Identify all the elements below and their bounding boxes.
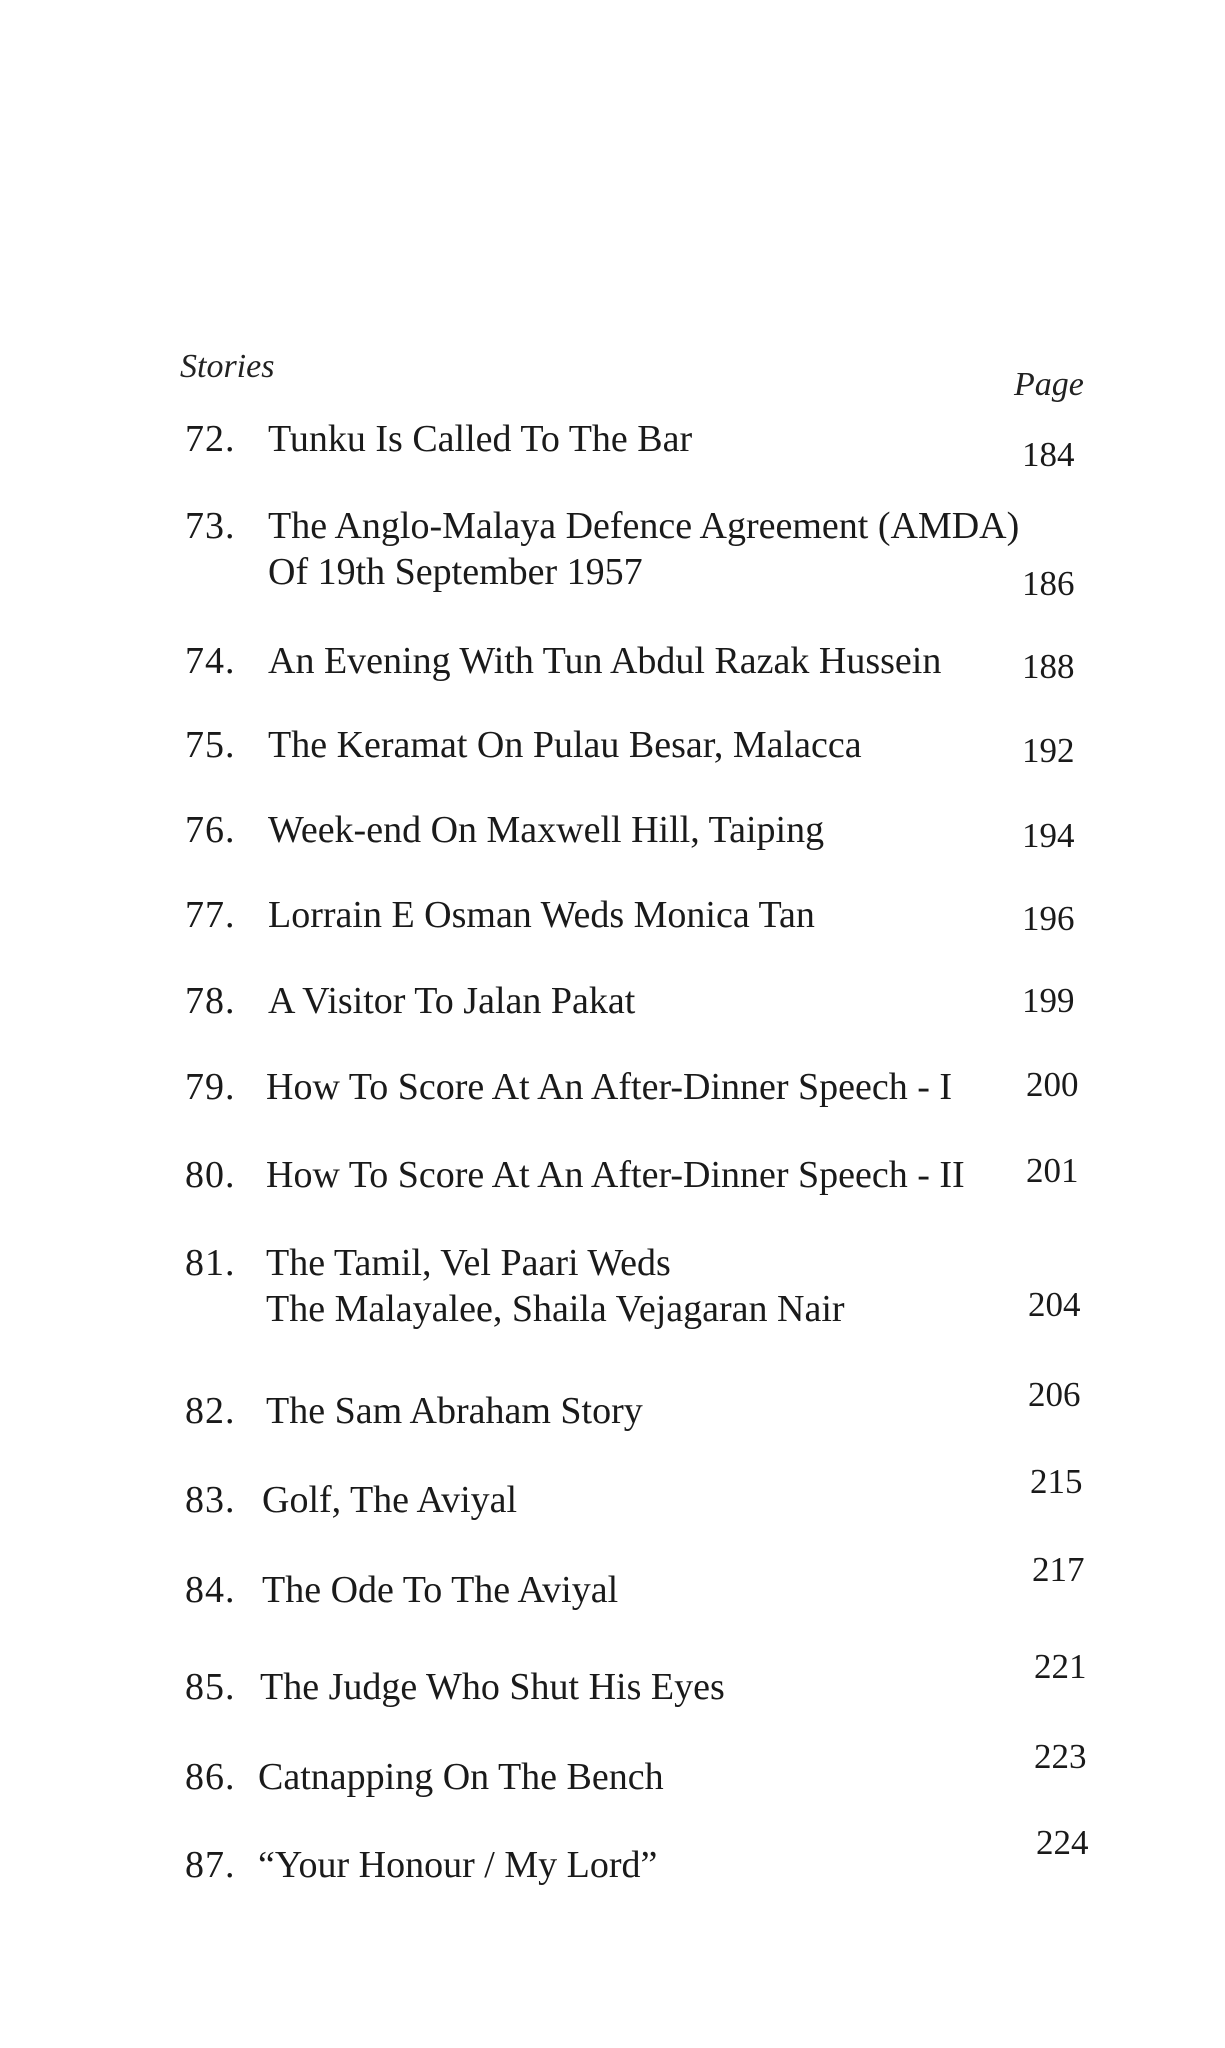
entry-title-line: Tunku Is Called To The Bar xyxy=(268,418,693,460)
entry-number: 79. xyxy=(185,1066,236,1108)
entry-title-line: Catnapping On The Bench xyxy=(258,1756,664,1798)
entry-title-line: Lorrain E Osman Weds Monica Tan xyxy=(268,894,815,936)
entry-title xyxy=(268,638,941,684)
entry-page-number: 221 xyxy=(1034,1647,1087,1686)
entry-title xyxy=(260,1664,725,1710)
entry-number: 86. xyxy=(185,1756,236,1798)
entry-title-line: The Anglo-Malaya Defence Agreement (AMDA) xyxy=(268,505,1020,547)
entry-number: 85. xyxy=(185,1666,236,1708)
entry-number: 81. xyxy=(185,1242,236,1284)
entry-number: 78. xyxy=(185,980,236,1022)
entry-title xyxy=(262,1567,618,1613)
entry-title-line: The Judge Who Shut His Eyes xyxy=(260,1666,725,1708)
entry-title xyxy=(266,1152,965,1198)
entry-title-line: “Your Honour / My Lord” xyxy=(258,1844,658,1886)
entry-page-number: 204 xyxy=(1028,1285,1081,1324)
entry-page-number: 217 xyxy=(1032,1550,1085,1589)
entry-page-number: 199 xyxy=(1022,981,1075,1020)
entry-page-number: 223 xyxy=(1034,1737,1087,1776)
stories-column-header: Stories xyxy=(180,348,275,385)
entry-title xyxy=(268,807,824,853)
page-column-header: Page xyxy=(1014,366,1084,403)
entry-title xyxy=(266,1388,643,1434)
entry-title xyxy=(268,722,862,768)
entry-title-line: The Tamil, Vel Paari Weds xyxy=(266,1242,671,1284)
entry-number: 82. xyxy=(185,1390,236,1432)
entry-title-line: The Ode To The Aviyal xyxy=(262,1569,619,1611)
entry-page-number: 215 xyxy=(1030,1462,1083,1501)
entry-number: 83. xyxy=(185,1479,236,1521)
entry-title xyxy=(258,1842,657,1888)
entry-page-number: 201 xyxy=(1026,1151,1079,1190)
entry-title-line: How To Score At An After-Dinner Speech - I xyxy=(266,1066,953,1108)
entry-number: 84. xyxy=(185,1569,236,1611)
entry-number: 72. xyxy=(185,418,236,460)
entry-title xyxy=(266,1064,952,1110)
entry-number: 73. xyxy=(185,505,236,547)
entry-title xyxy=(268,416,692,462)
entry-title-line: Of 19th September 1957 xyxy=(268,551,643,593)
entry-number: 87. xyxy=(185,1844,236,1886)
entry-number: 76. xyxy=(185,809,236,851)
entry-title-line: How To Score At An After-Dinner Speech - II xyxy=(266,1154,965,1196)
entry-page-number: 192 xyxy=(1022,731,1075,770)
entry-page-number: 200 xyxy=(1026,1065,1079,1104)
entry-number: 80. xyxy=(185,1154,236,1196)
entry-title-line: Golf, The Aviyal xyxy=(262,1479,518,1521)
entry-title xyxy=(266,1240,845,1332)
entry-title xyxy=(268,503,1019,595)
entry-number: 74. xyxy=(185,640,236,682)
entry-title-line: Week-end On Maxwell Hill, Taiping xyxy=(268,809,825,851)
entry-title-line: An Evening With Tun Abdul Razak Hussein xyxy=(268,640,942,682)
entry-title-line: The Malayalee, Shaila Vejagaran Nair xyxy=(266,1288,845,1330)
entry-title-line: A Visitor To Jalan Pakat xyxy=(268,980,636,1022)
entry-number: 75. xyxy=(185,724,236,766)
entry-title-line: The Keramat On Pulau Besar, Malacca xyxy=(268,724,862,766)
entry-title xyxy=(262,1477,517,1523)
entry-page-number: 194 xyxy=(1022,816,1075,855)
entry-title xyxy=(268,978,635,1024)
entry-page-number: 186 xyxy=(1022,564,1075,603)
entry-page-number: 184 xyxy=(1022,435,1075,474)
entry-title xyxy=(258,1754,664,1800)
entry-page-number: 224 xyxy=(1036,1823,1089,1862)
entry-page-number: 206 xyxy=(1028,1375,1081,1414)
entry-number: 77. xyxy=(185,894,236,936)
entry-page-number: 196 xyxy=(1022,899,1075,938)
entry-title-line: The Sam Abraham Story xyxy=(266,1390,643,1432)
entry-page-number: 188 xyxy=(1022,647,1075,686)
entry-title xyxy=(268,892,815,938)
